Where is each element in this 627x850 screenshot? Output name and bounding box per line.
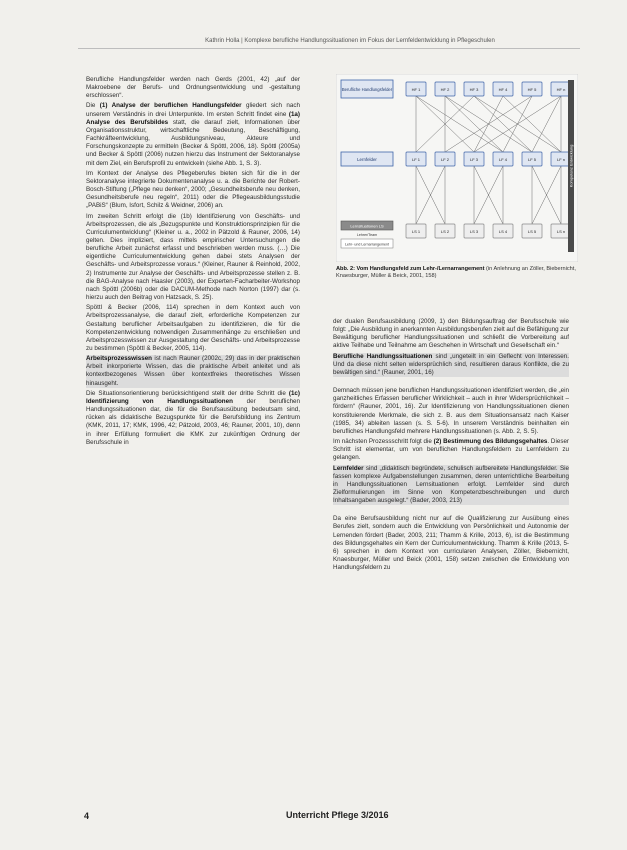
bottom-cell-label: LS 2	[440, 229, 450, 234]
figure-caption	[336, 266, 576, 280]
caption-title: Abb. 2: Vom Handlungsfeld zum Lehr-/Lernarrangement	[336, 266, 485, 272]
top-cell-label: HF 4	[498, 87, 508, 92]
text-run: Die	[86, 102, 100, 110]
bold-term: (1c) Identifizierung von Handlungssituationen	[86, 389, 300, 405]
paragraph: Im Kontext der Analyse des Pflegeberufes bieten sich für die in der Sektoranalyse integrierte Dokumentenanalyse u. a. die Berichte der Robert-Bosch-Stiftung („Pflege neu denken“, 2000; „Gesundheitsberufe neu denken, Gesundheitsberufe neu regeln“, 2011) oder die Pflegeausbildungsstudie „PABiS“ (Blum, Isfort, Schilz & Weidner, 2006) an.	[86, 169, 300, 210]
header-rule	[78, 48, 580, 49]
caption-source: (in Anlehnung an Zöller, Biebernicht, Knaesburger, Müller & Beick, 2001, 158)	[336, 266, 576, 279]
middle-cell-label: LF n	[556, 157, 566, 162]
right-text-column	[333, 318, 569, 728]
lernfelder-label: Lernfelder	[357, 157, 377, 162]
paragraph: Demnach müssen jene beruflichen Handlungssituationen identifiziert werden, die „ein ganzheitliches Erfassen beruflicher Wirklichkeit – auch in ihrer Widersprüchlichkeit – fördern“ (Rauner, 2001, 16). Zur Identifizierung von Handlungssituationen dienen konstituierende Merkmale, die sich z. B. aus dem Situationsansatz nach Kaiser (1985, 34) ableiten lassen (s. S. 5-6). In unserem Verständnis beinhalten ein berufliches Handlungsfeld mehrere Handlungssituationen (s. Abb. 2, S. 5).	[333, 387, 569, 435]
top-cell-label: HF 2	[440, 87, 450, 92]
journal-title: Unterricht Pflege 3/2016	[286, 810, 389, 820]
bottom-cell-label: LS n	[556, 229, 566, 234]
team-label: Lehrer/Team	[356, 233, 378, 237]
running-header: Kathrin Holla | Komplexe berufliche Handlungssituationen im Fokus der Lernfeldentwicklung in Pflegeschulen	[205, 38, 495, 44]
middle-cell-label: LF 3	[469, 157, 479, 162]
left-text-column	[86, 76, 300, 752]
middle-cell-label: LF 2	[440, 157, 450, 162]
bold-term: Berufliche Handlungssituationen	[333, 352, 433, 360]
text-run: Im nächsten Prozessschritt folgt die	[333, 438, 434, 446]
page-number: 4	[84, 811, 90, 821]
paragraph	[333, 353, 569, 377]
text-run: sind „didaktisch begründete, schulisch aufbereitete Handlungsfelder. Sie fassen komplexe Aufgabenstellungen zusammen, deren unterrichtliche Bearbeitung in Handlungssituationen Lernsituationen erfolgt. Lernfelder sind durch Zielformulierungen im Sinne von Kompetenzbeschreibungen und durch Inhaltsangaben ausgelegt.“ (Bader, 2003, 213)	[333, 464, 569, 505]
paragraph	[86, 102, 300, 167]
paragraph: Da eine Berufsausbildung nicht nur auf die Qualifizierung zur Ausübung eines Berufes zielt, sondern auch die Entwicklung von Persönlichkeit und Autonomie der Lernenden fördert (Bader, 2003, 211; Thamm & Krille, 2013, 6), ist die Bestimmung des Bildungsgehaltes ein Kern der Curriculumentwicklung. Thamm & Krille (2013, 5-6) sprechen in dem Kontext von curricularen Analysen, Zöller, Biebernicht, Knaesburger, Müller und Beick (2001, 158) setzen zwischen die Entwicklung von Handlungsfeldern zu	[333, 515, 569, 572]
bold-term: Arbeitsprozesswissen	[86, 355, 152, 363]
paragraph: Spöttl & Becker (2006, 114) sprechen in dem Kontext auch von Arbeitsprozessanalyse, die darauf zielt, erforderliche Kompetenzen zur Gestaltung beruflicher Arbeitsaufgaben zu identifizieren, die für die Kompetenzentwicklung notwendigen Zusammenhänge zu erschließen und Arbeitsprozesswissen zur Ausgestaltung der Geschäfts- und Arbeitsprozesse zu bestimmen (Spöttl & Becker, 2005, 114).	[86, 304, 300, 352]
text-run: gliedert sich nach unserem Verständnis in drei Unterpunkte. Im ersten Schritt findet eine	[86, 102, 300, 118]
middle-cell-label: LF 4	[498, 157, 508, 162]
text-run: (1b) Identifizierung von Geschäfts- und Arbeitsprozessen	[86, 212, 300, 228]
paragraph-gap	[333, 507, 569, 515]
paragraph-gap	[333, 379, 569, 387]
paragraph: der dualen Berufsausbildung (2009, 1) den Bildungsauftrag der Berufsschule wie folgt: „Die Ausbildung in anerkannten Ausbildungsberufen zielt auf die Befähigung zur Bewältigung beruflicher Handlungssituationen und schließt die Vorbereitung auf aktive Teilhabe und Teilnahme am Geschehen in Wirtschaft und Gesellschaft ein.“	[333, 318, 569, 350]
bold-term: (1) Analyse der beruflichen Handlungsfelder	[99, 102, 242, 110]
bold-term: (1a) Analyse des Berufsbildes	[86, 110, 300, 126]
text-run: Die Situationsorientierung berücksichtigend stellt der dritte Schritt die	[86, 389, 289, 397]
top-cell-label: HF 1	[411, 87, 421, 92]
top-cell-label: HF 3	[469, 87, 479, 92]
paragraph	[333, 465, 569, 506]
bold-term: (2) Bestimmung des Bildungsgehaltes	[433, 438, 548, 446]
paragraph: Berufliche Handlungsfelder werden nach Gerds (2001, 42) „auf der Makroebene der Berufs- und Ordnungsentwicklung und -gestaltung erschlossen“.	[86, 76, 300, 100]
bottom-cell-label: LS 1	[411, 229, 421, 234]
handlungsfelder-label: Berufliche Handlungsfelder	[341, 87, 393, 92]
bottom-cell-label: LS 5	[527, 229, 537, 234]
middle-cell-label: LF 5	[527, 157, 537, 162]
text-run: sind „ungeteilt in ein Geflecht von Interessen. Und da diese nicht selten widersprüchlich sind, resultieren daraus Konflikte, die zu bewältigen sind.“ (Rauner, 2001, 16)	[333, 352, 569, 376]
text-run: Im zweiten Schritt erfolgt die	[86, 212, 181, 220]
handlungsfeld-diagram	[336, 74, 578, 262]
top-cell-label: HF 5	[527, 87, 537, 92]
top-cell-label: HF n	[556, 87, 566, 92]
text-run: der beruflichen Handlungssituationen dar, die für die Berufsausübung bedeutsam sind, rücken als didaktische Bezugspunkte für die Berufsbildung ins Zentrum (KMK, 2011, 17; KMK, 1996, 42; Pätzold, 2003, 46; Rauner, 2001, 10), denn in ihrer Erfüllung formuliert die KMK zur zukünftigen Ordnung der Berufsschule in	[86, 397, 300, 446]
paragraph	[86, 355, 300, 388]
bottom-cell-label: LS 4	[498, 229, 508, 234]
middle-cell-label: LF 1	[411, 157, 421, 162]
text-run: , die als „Bezugspunkte und Konstruktionsprinzipien für die Curriculumentwicklung“ (Kleiner u. a., 2002 in Pätzold & Rauner, 2006, 14) gelten. Dies impliziert, dass mittels empirischer Untersuchungen die berufliche Arbeit zunächst erfasst und beschrieben werden muss. (…) Die eigentliche Curriculumentwicklung gehen dabei stets Analysen der Geschäfts- und Arbeitsprozesse voraus.“ (Kleiner, Rauner & Reinhold, 2002, 2) Instrumente zur Analyse der Geschäfts- und Arbeitsprozesse stellen z. B. die BAG-Analyse nach Haasler (2003), der Experten-Facharbeiter-Workshop nach Spöttl (2006b) oder die DACUM-Methode nach Norton (1997) dar (s. hierzu auch den Beitrag von Hatzsack, S. 25).	[86, 220, 300, 302]
bold-term: Lernfelder	[333, 464, 364, 472]
lernsituationen-label: Lernsituationen LS	[350, 223, 384, 229]
text-run: ist nach Rauner (2002c, 29) das in der praktischen Arbeit inkorporierte Wissen, das die praktische Arbeit anleitet und als kontextbezogenes Wissen über kontextfreies theoretisches Wissen hinausgeht.	[86, 355, 300, 387]
text-run: statt, die darauf zielt, Informationen über Organisationsstruktur, wirtschaftliche Bedeutung, Beschäftigung, Fachkräfteentwicklung, Ausbildungsniveau, Akteure und Forschungskonzepte zu ermitteln (Becker & Spöttl, 2006, 18). Spöttl (2005a) und Becker & Spöttl (2006) nutzen hierzu das Instrument der Sektoranalyse mit dem Ziel, ein Berufsprofil zu entwickeln (siehe Abb. 1, S. 3).	[86, 118, 300, 167]
kompetenz-label: Kompetenz Entwicklung	[568, 144, 574, 188]
text-run: . Dieser Schritt ist elementar, um von beruflichen Handlungsfeldern zu Lernfeldern zu gelangen.	[333, 438, 569, 462]
paragraph	[86, 213, 300, 303]
paragraph	[86, 390, 300, 447]
bottom-cell-label: LS 3	[469, 229, 479, 234]
arrangement-label: Lehr- und Lernarrangement	[345, 242, 389, 247]
paragraph	[333, 438, 569, 462]
